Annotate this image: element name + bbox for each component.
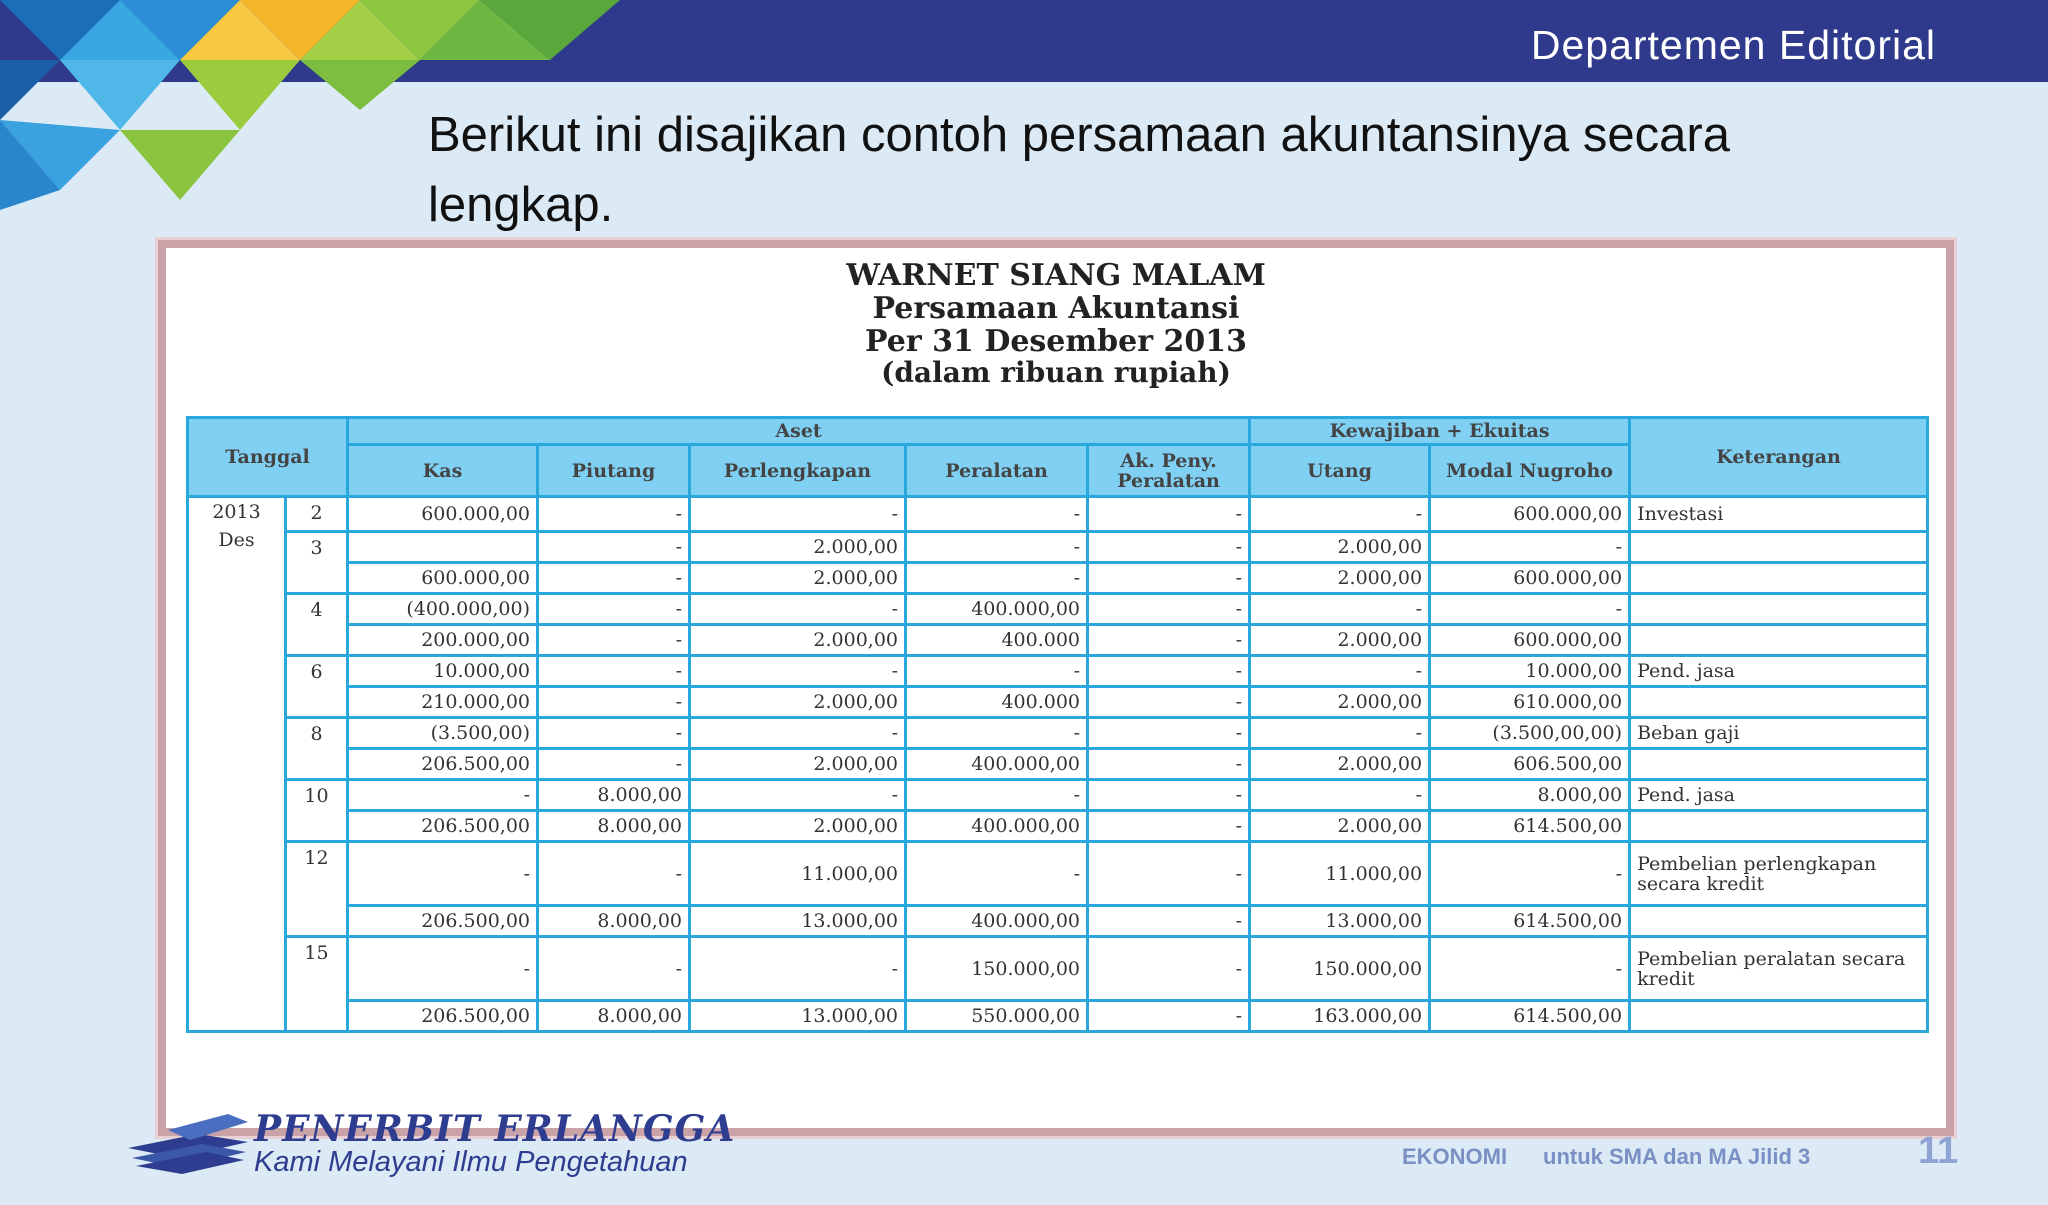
cell-akp: - <box>1088 532 1250 563</box>
cell-modal: - <box>1430 594 1630 625</box>
month-label: Des <box>218 529 255 551</box>
cell-keterangan <box>1630 563 1928 594</box>
cell-perl: 2.000,00 <box>690 749 906 780</box>
day-cell: 6 <box>286 656 348 718</box>
cell-perl: - <box>690 937 906 1001</box>
table-row <box>188 594 1928 625</box>
table-row <box>188 687 1928 718</box>
cell-kas: - <box>348 842 538 906</box>
cell-utang: 2.000,00 <box>1250 811 1430 842</box>
cell-peral: 400.000,00 <box>906 594 1088 625</box>
header-keterangan: Keterangan <box>1630 418 1928 497</box>
cell-peral: 400.000,00 <box>906 749 1088 780</box>
cell-utang: - <box>1250 780 1430 811</box>
cell-modal: - <box>1430 842 1630 906</box>
table-row <box>188 780 1928 811</box>
header-tanggal: Tanggal <box>188 418 348 497</box>
cell-perl: 2.000,00 <box>690 563 906 594</box>
doc-date: Per 31 Desember 2013 <box>865 324 1247 359</box>
cell-keterangan: Pembelian peralatan secara kredit <box>1630 937 1928 1001</box>
doc-unit: (dalam ribuan rupiah) <box>881 356 1231 389</box>
footer-subject: EKONOMI <box>1402 1144 1508 1169</box>
cell-perl: 2.000,00 <box>690 625 906 656</box>
day-cell: 12 <box>286 842 348 937</box>
cell-peral: 150.000,00 <box>906 937 1088 1001</box>
cell-peral: 400.000 <box>906 687 1088 718</box>
cell-keterangan: Pembelian perlengkapan secara kredit <box>1630 842 1928 906</box>
cell-piutang: 8.000,00 <box>538 780 690 811</box>
cell-piutang: - <box>538 687 690 718</box>
cell-piutang: - <box>538 937 690 1001</box>
cell-perl: 13.000,00 <box>690 1001 906 1032</box>
cell-modal: 610.000,00 <box>1430 687 1630 718</box>
cell-akp: - <box>1088 842 1250 906</box>
cell-modal: - <box>1430 532 1630 563</box>
table-row <box>188 656 1928 687</box>
cell-akp: - <box>1088 497 1250 532</box>
table-row <box>188 1001 1928 1032</box>
cell-kas: (400.000,00) <box>348 594 538 625</box>
cell-utang: - <box>1250 656 1430 687</box>
cell-keterangan <box>1630 594 1928 625</box>
cell-akp: - <box>1088 625 1250 656</box>
doc-subtitle: Persamaan Akuntansi <box>872 291 1240 326</box>
cell-perl: 13.000,00 <box>690 906 906 937</box>
cell-utang: 13.000,00 <box>1250 906 1430 937</box>
header-kas: Kas <box>348 445 538 497</box>
day-cell: 10 <box>286 780 348 842</box>
day-cell: 4 <box>286 594 348 656</box>
table-row <box>188 625 1928 656</box>
table-row <box>188 563 1928 594</box>
cell-kas: 206.500,00 <box>348 749 538 780</box>
doc-title: WARNET SIANG MALAM <box>846 258 1266 293</box>
cell-utang: - <box>1250 497 1430 532</box>
cell-keterangan <box>1630 625 1928 656</box>
cell-peral: - <box>906 563 1088 594</box>
cell-perl: 2.000,00 <box>690 532 906 563</box>
cell-perl: 11.000,00 <box>690 842 906 906</box>
cell-keterangan <box>1630 532 1928 563</box>
cell-peral: 400.000,00 <box>906 906 1088 937</box>
cell-akp: - <box>1088 749 1250 780</box>
cell-utang: 2.000,00 <box>1250 563 1430 594</box>
cell-akp: - <box>1088 718 1250 749</box>
cell-modal: 614.500,00 <box>1430 906 1630 937</box>
cell-piutang: - <box>538 497 690 532</box>
cell-peral: - <box>906 656 1088 687</box>
cell-modal: 614.500,00 <box>1430 1001 1630 1032</box>
header-piutang: Piutang <box>538 445 690 497</box>
cell-perl: - <box>690 594 906 625</box>
cell-utang: 163.000,00 <box>1250 1001 1430 1032</box>
cell-akp: - <box>1088 656 1250 687</box>
document-frame <box>158 240 1954 1136</box>
table-row <box>188 811 1928 842</box>
cell-utang: - <box>1250 594 1430 625</box>
cell-modal: 600.000,00 <box>1430 625 1630 656</box>
cell-kas <box>348 532 538 563</box>
cell-utang: 2.000,00 <box>1250 687 1430 718</box>
year-label: 2013 <box>212 501 261 523</box>
cell-kas: 200.000,00 <box>348 625 538 656</box>
cell-utang: - <box>1250 718 1430 749</box>
cell-utang: 150.000,00 <box>1250 937 1430 1001</box>
cell-perl: 2.000,00 <box>690 811 906 842</box>
cell-peral: 400.000,00 <box>906 811 1088 842</box>
cell-keterangan <box>1630 1001 1928 1032</box>
table-row <box>188 937 1928 1001</box>
accounting-equation-table <box>186 416 1929 1033</box>
header-aset: Aset <box>348 418 1250 445</box>
table-row <box>188 749 1928 780</box>
cell-perl: - <box>690 656 906 687</box>
cell-modal: 600.000,00 <box>1430 563 1630 594</box>
day-cell: 2 <box>286 497 348 532</box>
table-row <box>188 497 1928 532</box>
day-cell: 3 <box>286 532 348 594</box>
cell-piutang: - <box>538 718 690 749</box>
cell-piutang: 8.000,00 <box>538 906 690 937</box>
cell-modal: - <box>1430 937 1630 1001</box>
cell-modal: 10.000,00 <box>1430 656 1630 687</box>
cell-piutang: - <box>538 625 690 656</box>
cell-peral: 550.000,00 <box>906 1001 1088 1032</box>
cell-peral: - <box>906 842 1088 906</box>
day-cell: 8 <box>286 718 348 780</box>
header-modal: Modal Nugroho <box>1430 445 1630 497</box>
cell-peral: - <box>906 497 1088 532</box>
table-row <box>188 718 1928 749</box>
day-cell: 15 <box>286 937 348 1032</box>
cell-perl: 2.000,00 <box>690 687 906 718</box>
cell-kas: 206.500,00 <box>348 906 538 937</box>
cell-piutang: - <box>538 842 690 906</box>
header-akpeny: Ak. Peny. Peralatan <box>1088 445 1250 497</box>
cell-perl: - <box>690 718 906 749</box>
cell-akp: - <box>1088 811 1250 842</box>
cell-modal: 600.000,00 <box>1430 497 1630 532</box>
cell-kas: (3.500,00) <box>348 718 538 749</box>
cell-akp: - <box>1088 906 1250 937</box>
cell-peral: 400.000 <box>906 625 1088 656</box>
cell-utang: 2.000,00 <box>1250 625 1430 656</box>
cell-akp: - <box>1088 563 1250 594</box>
department-label: Departemen Editorial <box>1530 22 1936 68</box>
table-body <box>188 497 1928 1032</box>
cell-kas: 10.000,00 <box>348 656 538 687</box>
cell-akp: - <box>1088 937 1250 1001</box>
year-month-cell <box>188 497 286 1032</box>
table-row <box>188 906 1928 937</box>
cell-akp: - <box>1088 780 1250 811</box>
cell-kas: - <box>348 780 538 811</box>
cell-piutang: 8.000,00 <box>538 1001 690 1032</box>
table-row <box>188 842 1928 906</box>
cell-utang: 2.000,00 <box>1250 749 1430 780</box>
cell-akp: - <box>1088 594 1250 625</box>
cell-keterangan: Pend. jasa <box>1630 656 1928 687</box>
publisher-name: PENERBIT ERLANGGA <box>254 1108 736 1150</box>
footer-book: untuk SMA dan MA Jilid 3 <box>1543 1144 1811 1169</box>
publisher-tagline: Kami Melayani Ilmu Pengetahuan <box>254 1146 688 1178</box>
cell-kas: 600.000,00 <box>348 497 538 532</box>
cell-peral: - <box>906 780 1088 811</box>
cell-keterangan <box>1630 749 1928 780</box>
cell-modal: 614.500,00 <box>1430 811 1630 842</box>
cell-utang: 2.000,00 <box>1250 532 1430 563</box>
cell-keterangan: Pend. jasa <box>1630 780 1928 811</box>
cell-kas: 206.500,00 <box>348 1001 538 1032</box>
cell-keterangan <box>1630 687 1928 718</box>
header-perlengkapan: Perlengkapan <box>690 445 906 497</box>
cell-perl: - <box>690 497 906 532</box>
cell-piutang: - <box>538 532 690 563</box>
cell-kas: - <box>348 937 538 1001</box>
cell-peral: - <box>906 718 1088 749</box>
header-peralatan: Peralatan <box>906 445 1088 497</box>
intro-text: Berikut ini disajikan contoh persamaan akuntansinya secara lengkap. <box>428 108 1730 232</box>
header-kewajiban: Kewajiban + Ekuitas <box>1250 418 1630 445</box>
cell-keterangan <box>1630 906 1928 937</box>
cell-akp: - <box>1088 687 1250 718</box>
cell-utang: 11.000,00 <box>1250 842 1430 906</box>
cell-kas: 206.500,00 <box>348 811 538 842</box>
cell-piutang: - <box>538 563 690 594</box>
table-row <box>188 532 1928 563</box>
cell-akp: - <box>1088 1001 1250 1032</box>
page-number: 11 <box>1918 1130 1959 1172</box>
publisher-logo-icon <box>128 1112 248 1176</box>
cell-modal: (3.500,00,00) <box>1430 718 1630 749</box>
cell-perl: - <box>690 780 906 811</box>
cell-piutang: - <box>538 656 690 687</box>
cell-piutang: - <box>538 749 690 780</box>
cell-modal: 606.500,00 <box>1430 749 1630 780</box>
header-utang: Utang <box>1250 445 1430 497</box>
cell-kas: 600.000,00 <box>348 563 538 594</box>
cell-keterangan: Beban gaji <box>1630 718 1928 749</box>
cell-modal: 8.000,00 <box>1430 780 1630 811</box>
header-bar <box>0 0 2048 82</box>
cell-piutang: - <box>538 594 690 625</box>
cell-keterangan <box>1630 811 1928 842</box>
cell-keterangan: Investasi <box>1630 497 1928 532</box>
cell-peral: - <box>906 532 1088 563</box>
cell-piutang: 8.000,00 <box>538 811 690 842</box>
cell-kas: 210.000,00 <box>348 687 538 718</box>
